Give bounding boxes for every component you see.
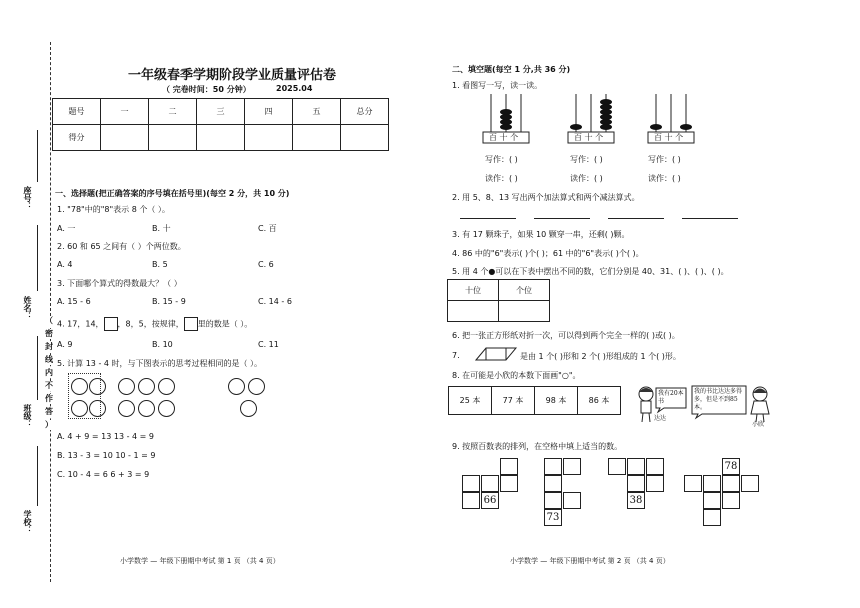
grid-cell[interactable] xyxy=(481,475,499,492)
grid-cell[interactable] xyxy=(563,492,581,509)
s2-q3-stem: 3. 有 17 颗珠子，如果 10 颗穿一串，还剩( )颗。 xyxy=(452,230,630,239)
q2-stem: 2. 60 和 65 之间有（ ）个两位数。 xyxy=(57,242,186,251)
score-header-1: 一 xyxy=(101,99,149,125)
bubble-1-text: 我有20本书 xyxy=(658,390,684,405)
grid-cell[interactable] xyxy=(722,475,740,492)
s2-q5-stem: 5. 用 4 个●可以在下表中摆出不同的数，它们分别是 40、31、( )、( )、( )。 xyxy=(452,267,729,276)
seat-label: 座号： xyxy=(23,186,32,210)
score-header-row xyxy=(53,99,389,125)
abacus-1-label: 百 十 个 xyxy=(489,133,519,142)
grid-cell[interactable] xyxy=(608,458,626,475)
q3-option-a: A. 15 - 6 xyxy=(57,297,91,306)
books-option-1[interactable]: 77 本 xyxy=(492,387,535,415)
kid-xiaoxin-name: 小欣 xyxy=(752,421,765,428)
footer-right: 小学数学 — 年级下册期中考试 第 2 页 （共 4 页） xyxy=(510,557,670,565)
q4-part1: 4. 17，14， xyxy=(57,319,104,329)
counter-circle xyxy=(158,400,175,417)
score-header-4: 四 xyxy=(245,99,293,125)
grid-cell[interactable] xyxy=(703,509,721,526)
s2-q7-text: 是由 1 个( )形和 2 个( )形组成的 1 个( )形。 xyxy=(520,352,681,361)
score-cell-4[interactable] xyxy=(245,125,293,151)
score-cell-0[interactable]: 得分 xyxy=(53,125,101,151)
score-cell-5[interactable] xyxy=(293,125,341,151)
q5-dotted-group xyxy=(68,373,101,419)
s2-q7-lead: 7. xyxy=(452,351,460,360)
read-2: 读作：( ) xyxy=(570,174,603,183)
ones-header: 个位 xyxy=(499,280,550,301)
school-line xyxy=(37,446,38,506)
seal-char: 作 xyxy=(45,394,53,403)
seal-char: 密 xyxy=(45,329,53,338)
class-label: 班级： xyxy=(23,404,32,428)
section2-heading: 二、填空题(每空 1 分,共 36 分) xyxy=(452,65,571,74)
grid-cell[interactable] xyxy=(544,475,562,492)
q4-part3: 里的数是（ ）。 xyxy=(197,319,253,329)
q4-box-2 xyxy=(184,317,198,331)
q4-option-c: C. 11 xyxy=(258,340,279,349)
q4-stem xyxy=(57,317,252,331)
q3-option-b: B. 15 - 9 xyxy=(152,297,186,306)
counter-circle xyxy=(240,400,257,417)
kid-dada xyxy=(639,387,653,422)
q2-option-b: B. 5 xyxy=(152,260,168,269)
score-header-0: 题号 xyxy=(53,99,101,125)
bubble-2-text: 我的书比达达多得多，但是不到85本。 xyxy=(694,388,743,411)
write-1: 写作：( ) xyxy=(485,155,518,164)
kid-xiaoxin xyxy=(751,387,769,422)
books-option-2[interactable]: 98 本 xyxy=(535,387,578,415)
answer-line-2 xyxy=(534,218,590,219)
name-label: 姓名： xyxy=(23,296,32,320)
tens-cell xyxy=(448,301,499,322)
score-value-row xyxy=(53,125,389,151)
score-header-2: 二 xyxy=(149,99,197,125)
grid-cell[interactable] xyxy=(462,475,480,492)
seal-char: 答 xyxy=(45,407,53,416)
q2-option-a: A. 4 xyxy=(57,260,73,269)
score-header-3: 三 xyxy=(197,99,245,125)
q1-option-a: A. 一 xyxy=(57,224,76,233)
books-option-3[interactable]: 86 本 xyxy=(578,387,621,415)
counter-circle xyxy=(228,378,245,395)
score-header-6: 总分 xyxy=(341,99,389,125)
counter-circle xyxy=(118,378,135,395)
seal-char: 不 xyxy=(45,381,53,390)
q5-option-a: A. 4 + 9 = 13 13 - 4 = 9 xyxy=(57,432,155,441)
counter-circle xyxy=(158,378,175,395)
grid-cell: 78 xyxy=(722,458,740,475)
score-table xyxy=(52,98,389,151)
seat-line xyxy=(37,130,38,182)
q1-option-b: B. 十 xyxy=(152,224,171,233)
q5-option-b: B. 13 - 3 = 10 10 - 1 = 9 xyxy=(57,451,156,460)
q5-option-c: C. 10 - 4 = 6 6 + 3 = 9 xyxy=(57,470,150,479)
q3-option-c: C. 14 - 6 xyxy=(258,297,292,306)
q2-option-c: C. 6 xyxy=(258,260,274,269)
ones-cell xyxy=(499,301,550,322)
read-1: 读作：( ) xyxy=(485,174,518,183)
tens-header: 十位 xyxy=(448,280,499,301)
books-table xyxy=(448,386,621,415)
parallelogram-figure xyxy=(474,346,518,362)
write-2: 写作：( ) xyxy=(570,155,603,164)
exam-title: 一年级春季学期阶段学业质量评估卷 xyxy=(128,68,337,83)
grid-cell[interactable] xyxy=(646,458,664,475)
write-3: 写作：( ) xyxy=(648,155,681,164)
score-cell-6[interactable] xyxy=(341,125,389,151)
name-line xyxy=(37,225,38,291)
counter-circle xyxy=(138,378,155,395)
grid-cell: 38 xyxy=(627,492,645,509)
grid-cell[interactable] xyxy=(563,458,581,475)
exam-time: （ 完卷时间：50 分钟） xyxy=(162,85,251,94)
score-cell-1[interactable] xyxy=(101,125,149,151)
grid-cell[interactable] xyxy=(722,492,740,509)
grid-cell[interactable] xyxy=(462,492,480,509)
seal-char: （ xyxy=(45,316,53,325)
s2-q8-stem: 8. 在可能是小欣的本数下面画"○"。 xyxy=(452,371,581,380)
seal-char: ） xyxy=(45,420,53,429)
school-label: 学校： xyxy=(23,510,32,534)
q1-option-c: C. 百 xyxy=(258,224,277,233)
grid-cell[interactable] xyxy=(684,475,702,492)
q4-part2: ，8，5，按规律， xyxy=(117,319,184,329)
answer-line-4 xyxy=(682,218,738,219)
seal-char: 内 xyxy=(45,368,53,377)
counter-circle xyxy=(118,400,135,417)
exam-date: 2025.04 xyxy=(276,84,313,93)
kid-dada-name: 达达 xyxy=(654,415,667,422)
place-value-table xyxy=(447,279,550,322)
counter-circle xyxy=(138,400,155,417)
grid-cell[interactable] xyxy=(544,492,562,509)
answer-line-1 xyxy=(460,218,516,219)
q4-option-a: A. 9 xyxy=(57,340,73,349)
answer-line-3 xyxy=(608,218,664,219)
books-row xyxy=(449,387,621,415)
s2-q4-stem: 4. 86 中的"6"表示( )个( )；61 中的"6"表示( )个( )。 xyxy=(452,249,644,258)
seal-char: 封 xyxy=(45,342,53,351)
score-header-5: 五 xyxy=(293,99,341,125)
q4-option-b: B. 10 xyxy=(152,340,173,349)
abacus-3-label: 百 十 个 xyxy=(654,133,684,142)
grid-cell[interactable] xyxy=(646,475,664,492)
counter-circle xyxy=(248,378,265,395)
books-option-0[interactable]: 25 本 xyxy=(449,387,492,415)
grid-cell[interactable] xyxy=(627,475,645,492)
s2-q6-stem: 6. 把一张正方形纸对折一次，可以得到两个完全一样的( )或( )。 xyxy=(452,331,680,340)
grid-cell: 66 xyxy=(481,492,499,509)
abacus-2-label: 百 十 个 xyxy=(574,133,604,142)
q3-stem: 3. 下面哪个算式的得数最大？（ ） xyxy=(57,279,182,288)
fold-line xyxy=(50,42,51,582)
grid-cell[interactable] xyxy=(500,475,518,492)
read-3: 读作：( ) xyxy=(648,174,681,183)
q5-stem: 5. 计算 13 - 4 时，与下图表示的思考过程相同的是（ ）。 xyxy=(57,359,263,368)
class-line xyxy=(37,336,38,400)
q4-box-1 xyxy=(104,317,118,331)
grid-cell[interactable] xyxy=(500,458,518,475)
grid-cell[interactable] xyxy=(703,475,721,492)
grid-cell[interactable] xyxy=(627,458,645,475)
s2-q9-stem: 9. 按照百数表的排列，在空格中填上适当的数。 xyxy=(452,442,623,451)
grid-cell[interactable] xyxy=(741,475,759,492)
grid-cell: 73 xyxy=(544,509,562,526)
s2-q2-stem: 2. 用 5、8、13 写出两个加法算式和两个减法算式。 xyxy=(452,193,640,202)
seal-char: 线 xyxy=(45,355,53,364)
grid-cell[interactable] xyxy=(703,492,721,509)
score-cell-3[interactable] xyxy=(197,125,245,151)
section1-heading: 一、选择题(把正确答案的序号填在括号里)(每空 2 分，共 10 分) xyxy=(55,189,290,198)
s2-q1-stem: 1. 看图写一写，读一读。 xyxy=(452,81,543,90)
footer-left: 小学数学 — 年级下册期中考试 第 1 页 （共 4 页） xyxy=(120,557,280,565)
q1-stem: 1. "78"中的"8"表示 8 个（ ）。 xyxy=(57,205,170,214)
score-cell-2[interactable] xyxy=(149,125,197,151)
grid-cell[interactable] xyxy=(544,458,562,475)
